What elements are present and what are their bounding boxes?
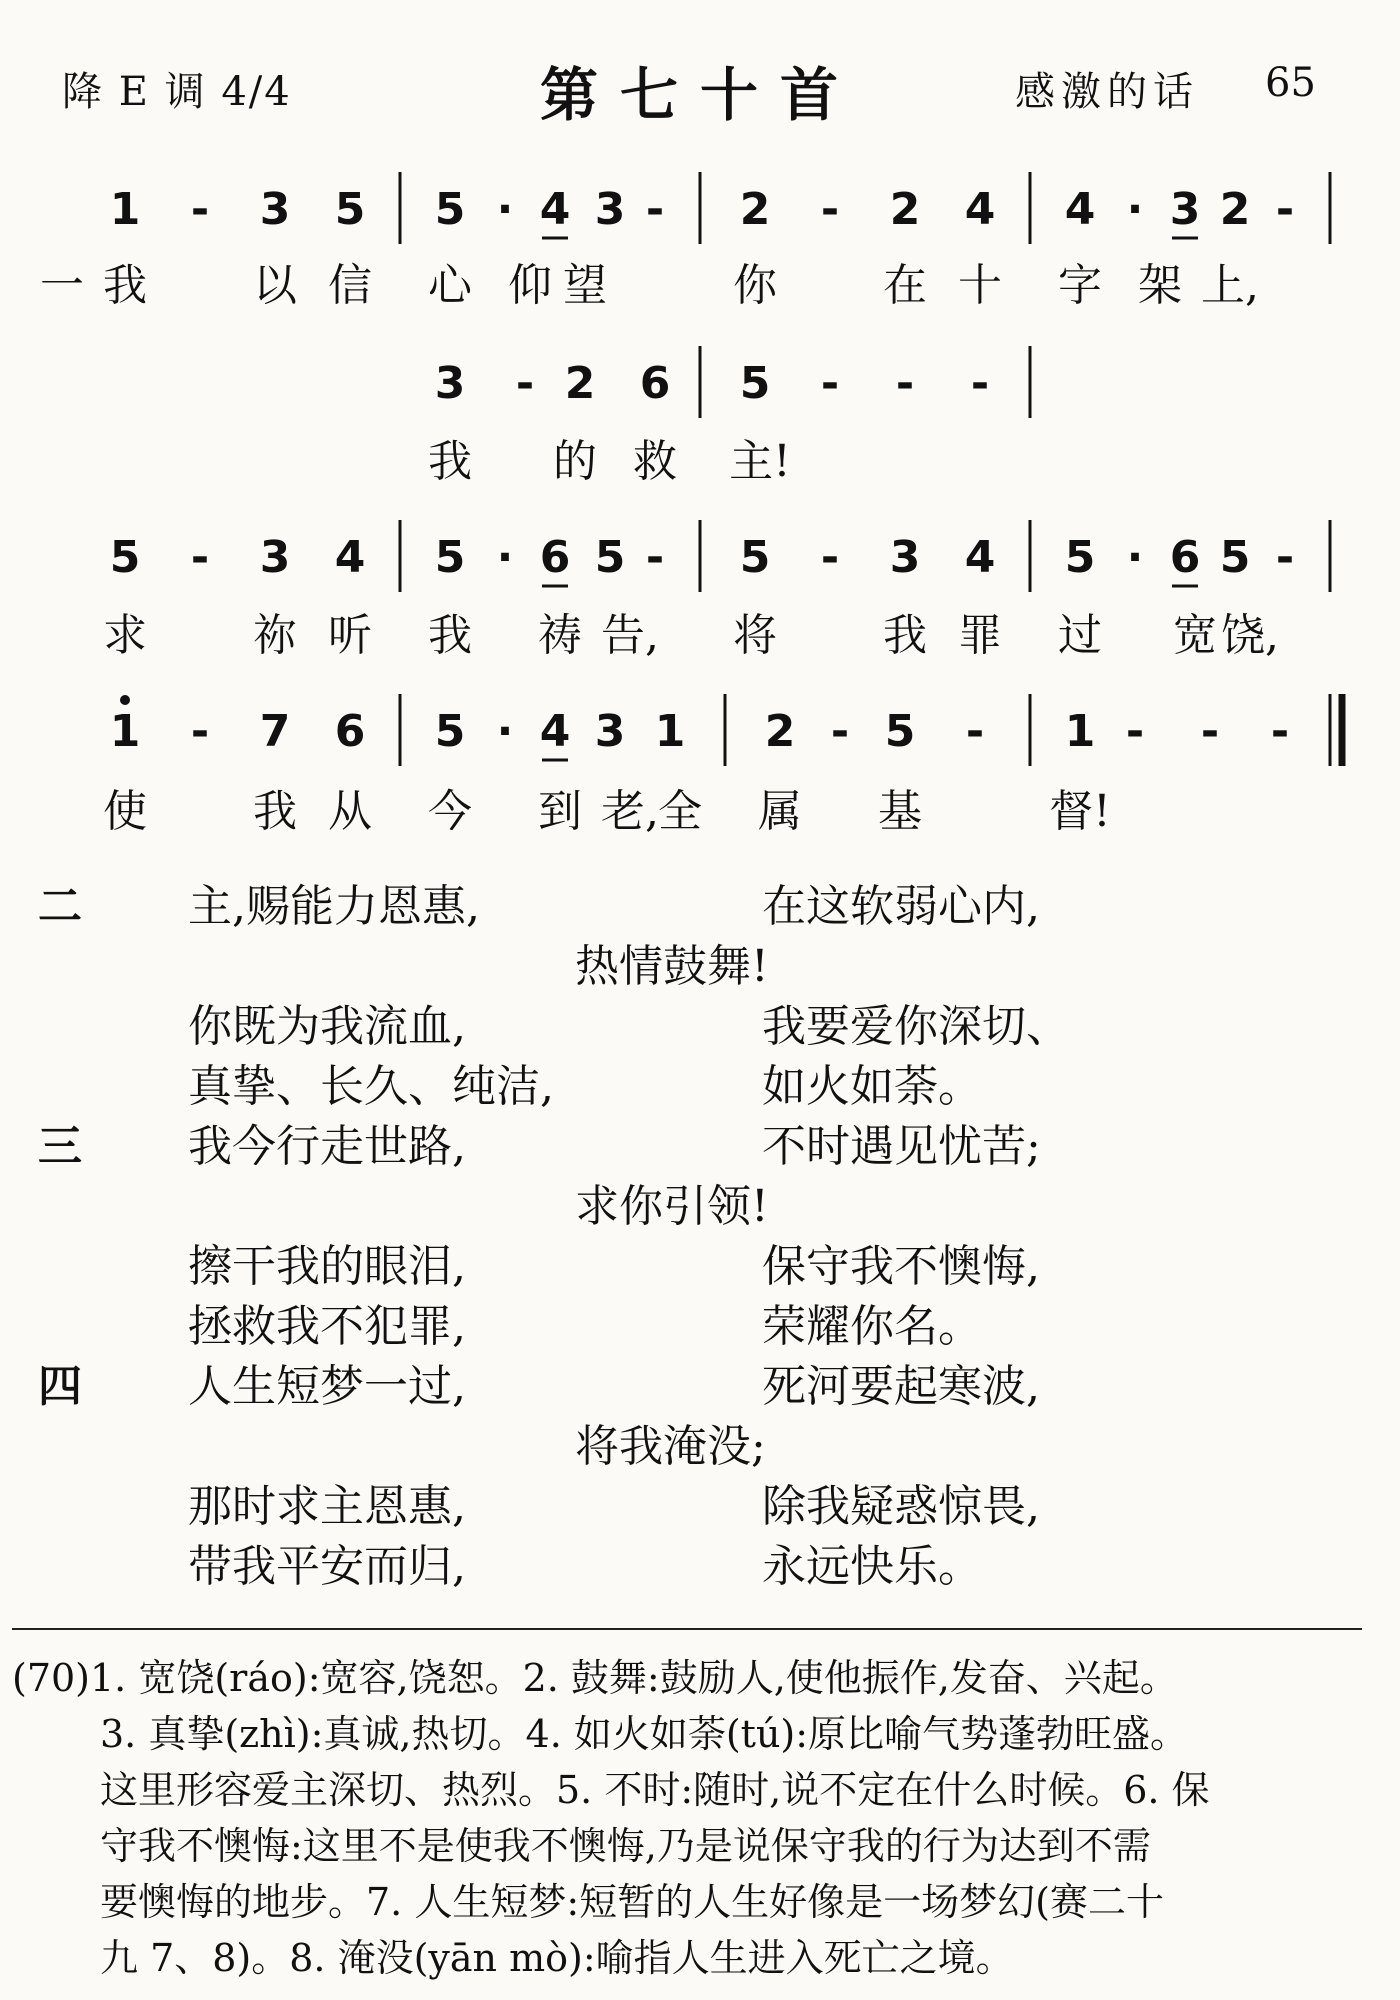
score-note: -	[970, 358, 990, 409]
score-lyric: 我	[428, 436, 472, 487]
key-signature: 降 E 调 4/4	[62, 69, 292, 115]
verse-line: 除我疑惑惊畏,	[762, 1481, 1040, 1532]
verse-line: 在这软弱心内,	[762, 881, 1040, 932]
footnote-line: 九 7、8)。8. 淹没(yān mò):喻指人生进入死亡之境。	[100, 1936, 1014, 1980]
score-note: 4	[539, 184, 571, 235]
score-note: 5	[594, 532, 626, 583]
score-note: 3	[259, 184, 291, 235]
footnote-line: 3. 真挚(zhì):真诚,热切。4. 如火如荼(tú):原比喻气势蓬勃旺盛。	[100, 1712, 1189, 1756]
score-lyric: 望	[563, 260, 607, 311]
score-note: 5	[109, 532, 141, 583]
score-lyric: 主!	[729, 436, 791, 487]
score-note: 3	[1169, 184, 1201, 235]
score-lyric: 祷	[538, 610, 582, 661]
score-note: 5	[434, 532, 466, 583]
verse-line: 我今行走世路,	[188, 1121, 466, 1172]
score-lyric: 使	[103, 786, 147, 837]
score-lyric: 求	[103, 610, 147, 661]
verse-line: 死河要起寒波,	[762, 1361, 1040, 1412]
score-lyric: 的	[553, 436, 597, 487]
score-note: -	[830, 706, 850, 757]
score-note: 5	[884, 706, 916, 757]
score-note: ·	[496, 184, 514, 235]
score-lyric: 我	[428, 610, 472, 661]
score-note: 6	[334, 706, 366, 757]
score-note: 4	[1064, 184, 1096, 235]
verse-line: 主,赐能力恩惠,	[188, 881, 480, 932]
score-note: -	[190, 532, 210, 583]
score-note: ·	[496, 706, 514, 757]
footnote-line: 要懊悔的地步。7. 人生短梦:短暂的人生好像是一场梦幻(赛二十	[100, 1880, 1164, 1924]
score-note: 4	[334, 532, 366, 583]
score-note: 4	[964, 532, 996, 583]
score-note: -	[820, 532, 840, 583]
score-lyric: 从	[328, 786, 372, 837]
score-lyric: 我	[253, 786, 297, 837]
score-note: -	[1275, 532, 1295, 583]
score-lyric: 十	[958, 260, 1002, 311]
score-note: 2	[764, 706, 796, 757]
score-note: 6	[639, 358, 671, 409]
verse-refrain-line: 将我淹没;	[575, 1421, 766, 1472]
verse-line: 我要爱你深切、	[762, 1001, 1070, 1052]
score-note: 1	[109, 184, 141, 235]
score-lyric: 告,	[601, 610, 659, 661]
score-note: 3	[889, 532, 921, 583]
score-note: 6	[539, 532, 571, 583]
verse-line: 你既为我流血,	[188, 1001, 466, 1052]
score-note: 1	[654, 706, 686, 757]
score-lyric: 今	[428, 786, 472, 837]
score-lyric: 心	[428, 260, 472, 311]
verse-line: 人生短梦一过,	[188, 1361, 466, 1412]
score-lyric: 祢	[253, 610, 297, 661]
verse-refrain-line: 求你引领!	[575, 1181, 769, 1232]
verse-number: 三	[38, 1121, 82, 1172]
score-note: -	[820, 184, 840, 235]
score-note: -	[965, 706, 985, 757]
score-lyric: 上,	[1201, 260, 1259, 311]
score-note: -	[645, 532, 665, 583]
score-lyric: 信	[328, 260, 372, 311]
score-note: 5	[739, 358, 771, 409]
score-note: 3	[434, 358, 466, 409]
score-note: 7	[259, 706, 291, 757]
score-note: 4	[964, 184, 996, 235]
verse-line: 不时遇见忧苦;	[762, 1121, 1041, 1172]
verse-number: 四	[38, 1361, 82, 1412]
verse-line: 如火如荼。	[762, 1061, 982, 1112]
score-lyric: 到	[538, 786, 582, 837]
score-lyric: 一	[40, 260, 84, 311]
score-note: 2	[739, 184, 771, 235]
score-note: 4	[539, 706, 571, 757]
score-lyric: 基	[878, 786, 922, 837]
page-number: 65	[1265, 60, 1316, 106]
score-lyric: 字	[1058, 260, 1102, 311]
score-lyric: 你	[733, 260, 777, 311]
score-note: 6	[1169, 532, 1201, 583]
verse-line: 荣耀你名。	[762, 1301, 982, 1352]
score-lyric: 督!	[1049, 786, 1111, 837]
verse-line: 擦干我的眼泪,	[188, 1241, 466, 1292]
score-note: 2	[1219, 184, 1251, 235]
score-lyric: 属	[758, 786, 802, 837]
score-lyric: 听	[328, 610, 372, 661]
footnote-line: 这里形容爱主深切、热烈。5. 不时:随时,说不定在什么时候。6. 保	[100, 1768, 1210, 1812]
score-note: -	[190, 184, 210, 235]
verse-line: 那时求主恩惠,	[188, 1481, 466, 1532]
score-note: 5	[434, 184, 466, 235]
score-note: ·	[1126, 532, 1144, 583]
score-note: -	[1125, 706, 1145, 757]
score-note: ·	[1126, 184, 1144, 235]
score-note: 1	[109, 706, 141, 757]
verse-refrain-line: 热情鼓舞!	[575, 941, 769, 992]
score-note: -	[1200, 706, 1220, 757]
score-lyric: 在	[883, 260, 927, 311]
footnote-line: 守我不懊悔:这里不是使我不懊悔,乃是说保守我的行为达到不需	[100, 1824, 1151, 1868]
score-lyric: 老,	[601, 786, 659, 837]
score-lyric: 架	[1138, 260, 1182, 311]
score-lyric: 我	[103, 260, 147, 311]
music-score	[0, 150, 1400, 870]
score-note: 5	[434, 706, 466, 757]
score-note: 5	[739, 532, 771, 583]
score-lyric: 过	[1058, 610, 1102, 661]
verse-line: 永远快乐。	[762, 1541, 982, 1592]
score-lyric: 以	[253, 260, 297, 311]
score-lyric: 将	[733, 610, 777, 661]
score-note: -	[190, 706, 210, 757]
score-note: -	[1270, 706, 1290, 757]
score-note: 5	[1064, 532, 1096, 583]
score-lyric: 罪	[958, 610, 1002, 661]
footnote-divider	[12, 1628, 1362, 1630]
score-lyric: 救	[633, 436, 677, 487]
score-note: 3	[259, 532, 291, 583]
score-lyric: 饶,	[1221, 610, 1279, 661]
page-title: 第七十首	[540, 61, 861, 129]
score-note: 2	[889, 184, 921, 235]
verse-line: 真挚、长久、纯洁,	[188, 1061, 554, 1112]
verse-number: 二	[38, 881, 82, 932]
score-note: 2	[564, 358, 596, 409]
score-note: 3	[594, 184, 626, 235]
hymn-theme: 感激的话	[1015, 69, 1199, 115]
score-note: -	[515, 358, 535, 409]
score-note: 5	[1219, 532, 1251, 583]
score-note: 5	[334, 184, 366, 235]
score-note: 1	[1064, 706, 1096, 757]
score-lyric: 我	[883, 610, 927, 661]
score-note: -	[645, 184, 665, 235]
score-note: -	[895, 358, 915, 409]
score-note: -	[1275, 184, 1295, 235]
verse-line: 保守我不懊悔,	[762, 1241, 1040, 1292]
score-lyric: 宽	[1173, 610, 1217, 661]
footnotes	[12, 1650, 1372, 1986]
score-note: ·	[496, 532, 514, 583]
footnote-line: (70)1. 宽饶(ráo):宽容,饶恕。2. 鼓舞:鼓励人,使他振作,发奋、兴起。	[12, 1656, 1178, 1700]
score-note: 3	[594, 706, 626, 757]
verse-line: 拯救我不犯罪,	[188, 1301, 466, 1352]
high-octave-dot	[120, 695, 130, 705]
score-note: -	[820, 358, 840, 409]
score-lyric: 仰	[508, 260, 552, 311]
verse-line: 带我平安而归,	[188, 1541, 466, 1592]
score-lyric: 全	[658, 786, 702, 837]
